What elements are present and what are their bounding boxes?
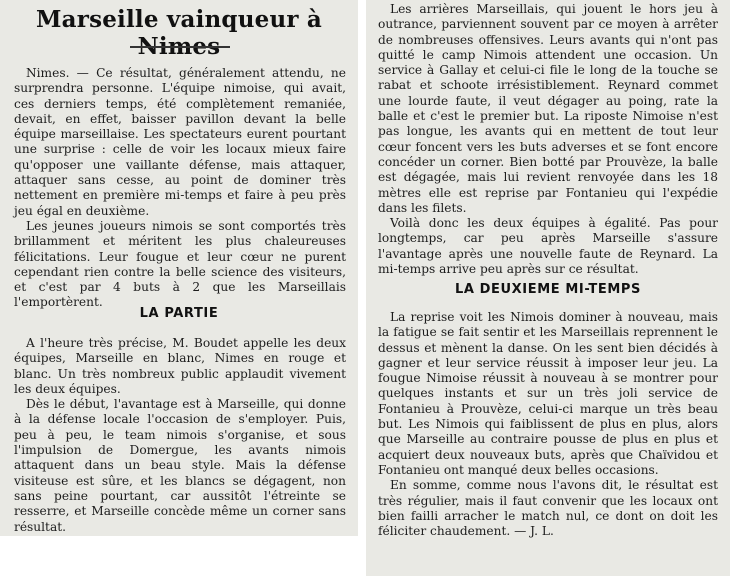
article-headline: Marseille vainqueur à Nimes <box>35 6 323 60</box>
right-paragraph: Les arrières Marseillais, qui jouent le hors jeu à outrance, parviennent souvent par ce moyen à arrêter de nombreuses offensives. Leurs avants qui n'ont pas quitté le camp Nimois attendent une occasion. Un service à Gallay et celui-ci file le long de la touche se rabat et schoote irrésistiblement. Reynard commet une lourde faute, il veut dégager au poing, rate la balle et c'est le premier but. La riposte Nimoise n'est pas longue, les avants qui en mettent de tout leur cœur foncent vers les buts adverses et se font encore concéder un corner. Bien botté par Prouvèze, la balle est dégagée, mais lui revient renvoyée dans les 18 mètres elle est reprise par Fontanieu qui l'expédie dans les filets. <box>378 2 718 215</box>
intro-paragraph: Nimes. — Ce résultat, généralement attendu, ne surprendra personne. L'équipe nimoise, qui avait, ces derniers temps, été complètement remaniée, devait, en effet, baisser pavillon devant la belle équipe marseillaise. Les spectateurs eurent pourtant une surprise : celle de voir les locaux mieux faire qu'opposer une vaillante défense, mais attaquer, attaquer sans cesse, au point de dominer très nettement en première mi-temps et faire à peu près jeu égal en deuxième. <box>14 66 346 218</box>
section-1-text <box>14 336 346 535</box>
headline-divider <box>130 46 230 48</box>
section-title-la-partie: LA PARTIE <box>139 306 219 321</box>
column-gutter <box>358 0 366 576</box>
right-column <box>366 0 730 576</box>
intro-paragraph: Les jeunes joueurs nimois se sont comportés très brillamment et méritent les plus chaleureuses félicitations. Leur fougue et leur cœur ne purent cependant rien contre la belle science des visiteurs, et c'est par 4 buts à 2 que les Marseillais l'emportèrent. <box>14 218 346 310</box>
section-1-paragraph: A l'heure très précise, M. Boudet appelle les deux équipes, Marseille en blanc, Nimes en rouge et blanc. Un très nombreux public applaudit vivement les deux équipes. <box>14 336 346 396</box>
section-title-deuxieme-mi-temps: LA DEUXIEME MI-TEMPS <box>454 282 641 297</box>
section-2-text <box>378 310 718 539</box>
left-column <box>0 0 358 536</box>
section-1-paragraph: Dès le début, l'avantage est à Marseille, qui donne à la défense locale l'occasion de s'employer. Puis, peu à peu, le team nimois s'organise, et sous l'impulsion de Domergue, les avants nimois attaquent dans un beau style. Mais la défense visiteuse est sûre, et les blancs se dégagent, non sans peine pourtant, car aussitôt l'étreinte se resserre, et Marseille concède même un corner sans résultat. <box>14 397 346 534</box>
intro-text <box>14 66 346 311</box>
section-2-paragraph: La reprise voit les Nimois dominer à nouveau, mais la fatigue se fait sentir et les Marseillais reprennent le dessus et mènent la danse. On les sent bien décidés à gagner et leur service réussit à imposer leur jeu. La fougue Nimoise réussit à nouveau à se montrer pour quelques instants et sur un très joli service de Fontanieu à Prouvèze, celui-ci marque un très beau but. Les Nimois qui faiblissent de plus en plus, alors que Marseille au contraire pousse de plus en plus et acquiert deux nouveaux buts, après que Chaïvidou et Fontanieu ont manqué deux belles occasions. <box>378 310 718 477</box>
right-paragraph: Voilà donc les deux équipes à égalité. Pas pour longtemps, car peu après Marseille s'assure l'avantage après une nouvelle faute de Reynard. La mi-temps arrive peu après sur ce résultat. <box>378 216 718 277</box>
section-2-paragraph: En somme, comme nous l'avons dit, le résultat est très régulier, mais il faut convenir que les locaux ont bien failli arracher le match nul, ce dont on doit les féliciter chaudement. — J. L. <box>378 478 718 539</box>
right-text <box>378 2 718 277</box>
